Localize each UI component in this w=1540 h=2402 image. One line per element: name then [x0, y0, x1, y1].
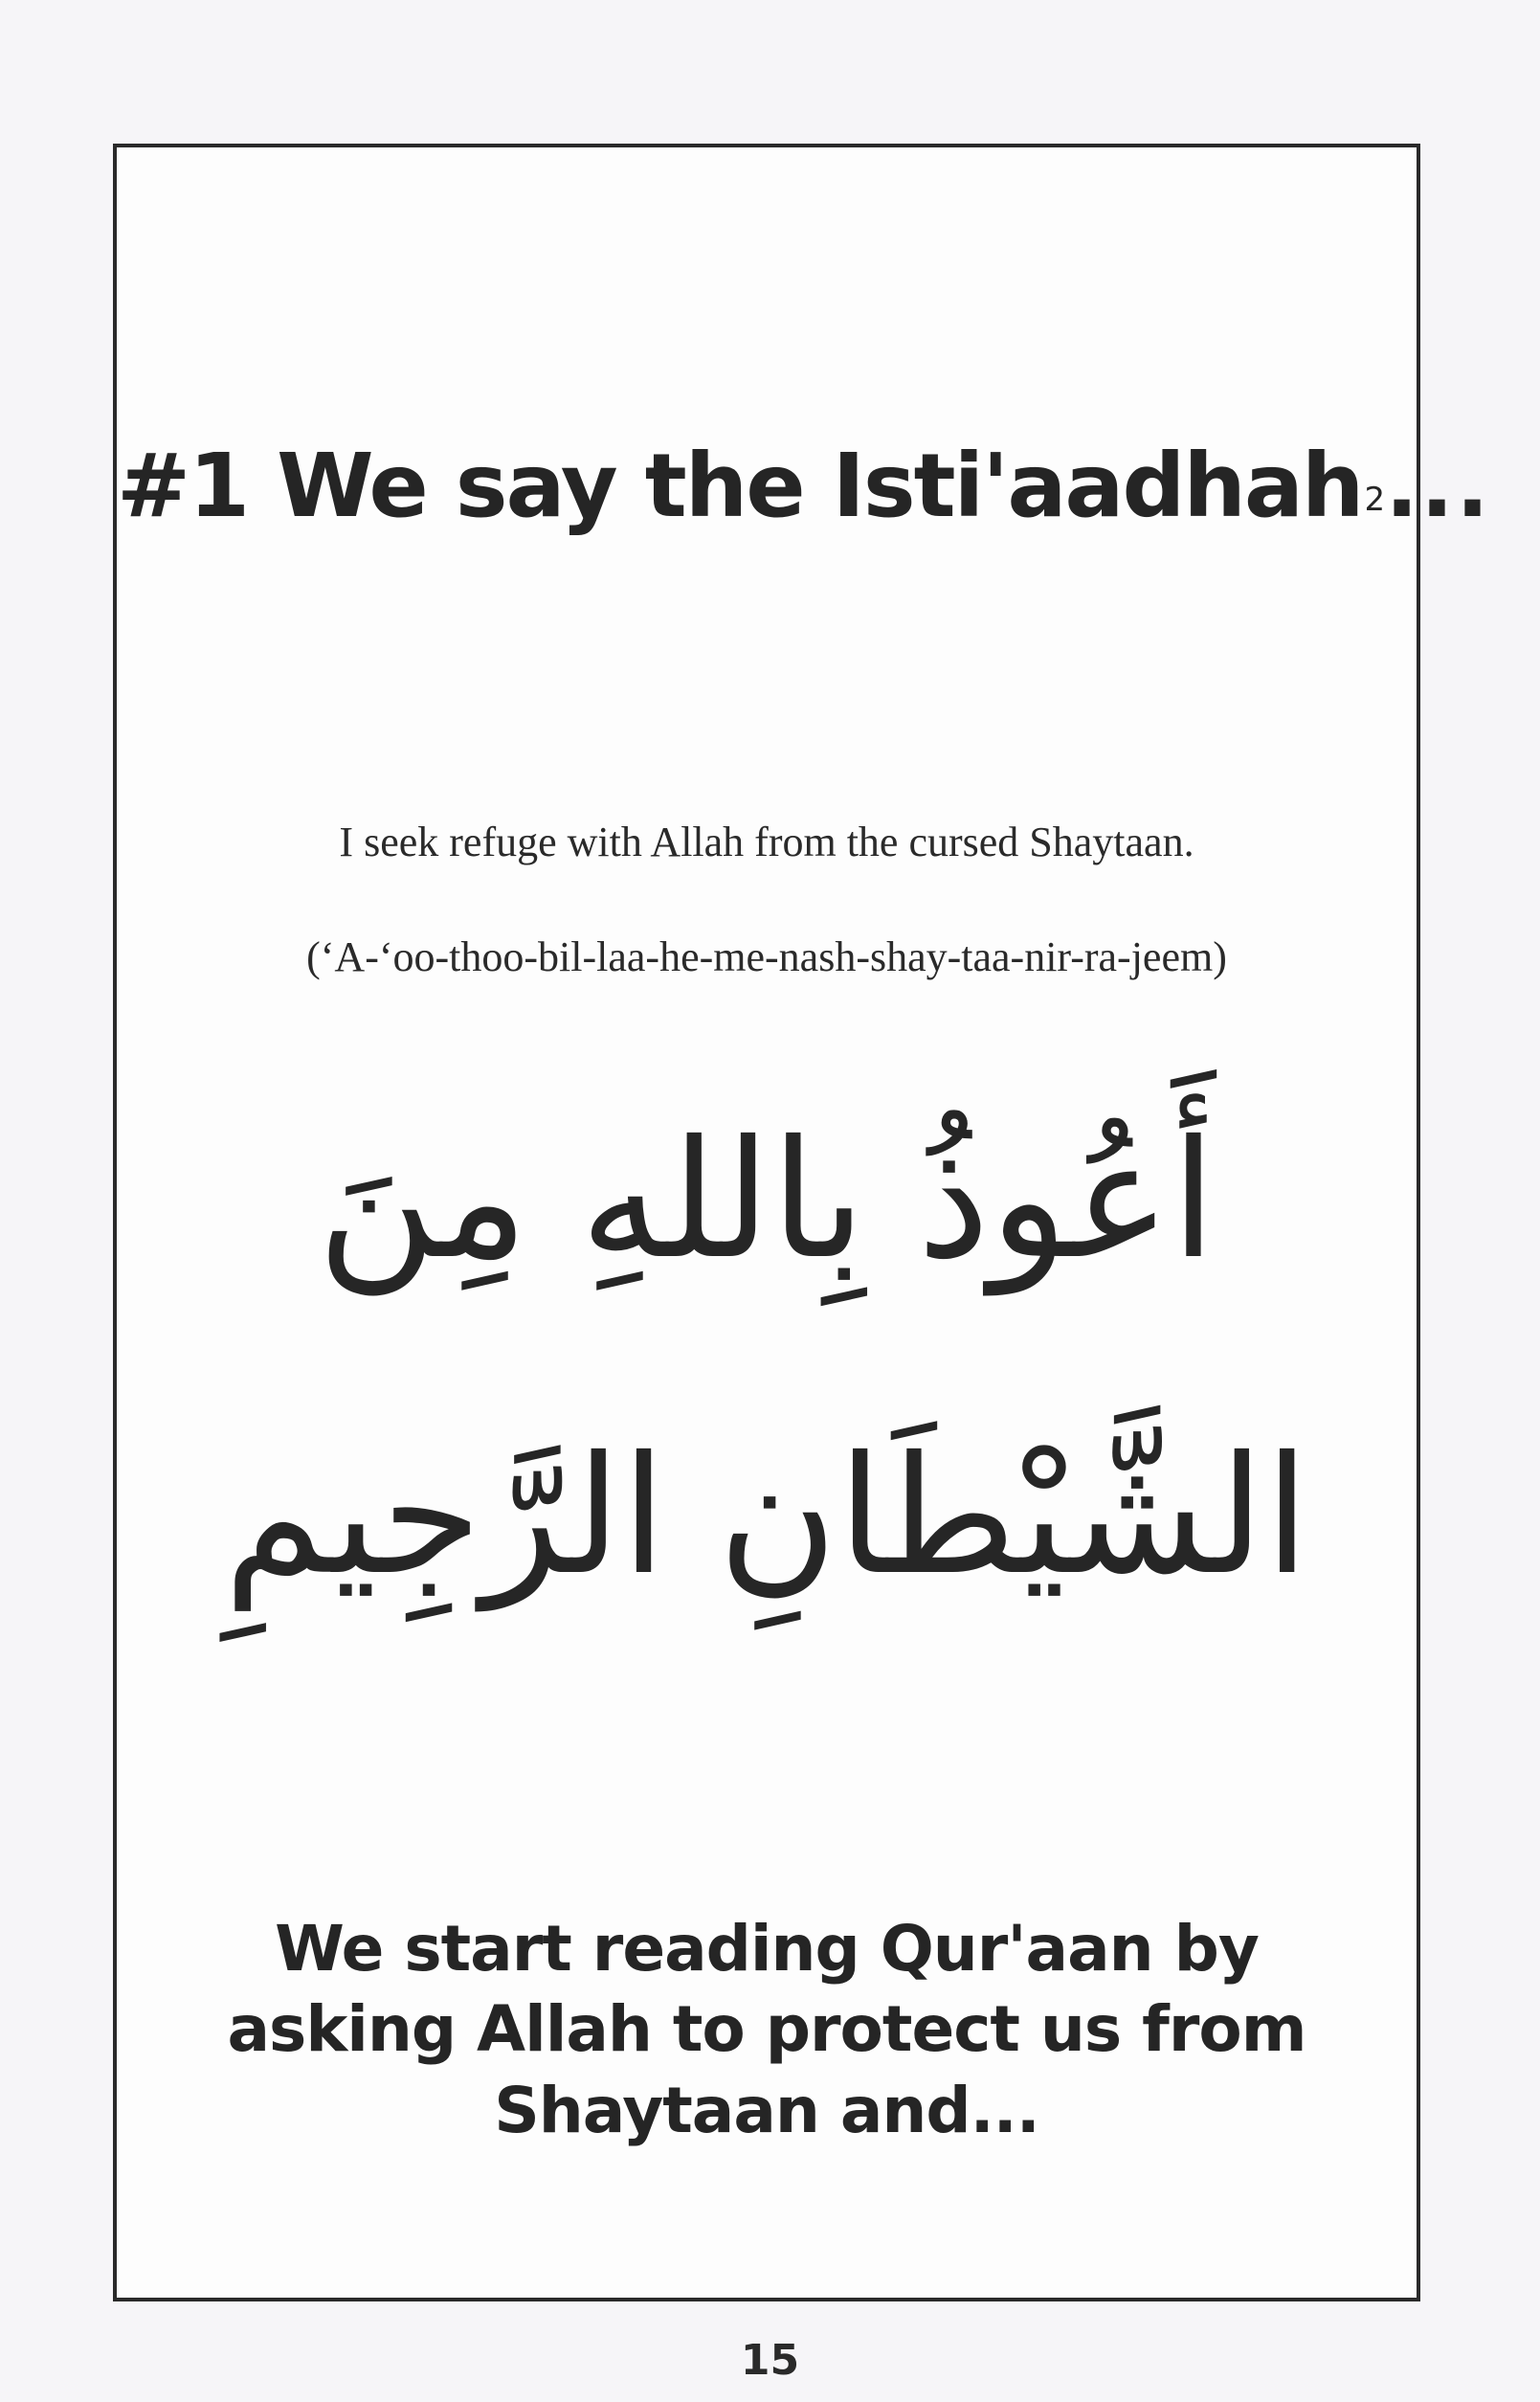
transliteration: (‘A-‘oo-thoo-bil-laa-he-me-nash-shay-taa-nir-ra-jeem) — [306, 933, 1227, 980]
arabic-text-line-2: الشَّيْطَانِ الرَّجِيمِ — [223, 1422, 1310, 1611]
page-number: 15 — [740, 2336, 800, 2385]
section-heading — [117, 435, 1491, 537]
heading-ellipsis: ... — [1385, 435, 1491, 537]
footnote-marker: 2 — [1364, 481, 1386, 519]
english-translation: I seek refuge with Allah from the cursed Shaytaan. — [339, 819, 1194, 865]
closing-paragraph: We start reading Qur'aan by asking Allah to protect us from Shaytaan and... — [227, 1912, 1306, 2147]
heading-text: #1 We say the Isti'aadhah — [117, 435, 1363, 537]
page-frame — [113, 144, 1491, 2301]
arabic-text-line-1: أَعُوذُ بِاللهِ مِنَ — [317, 1106, 1216, 1295]
